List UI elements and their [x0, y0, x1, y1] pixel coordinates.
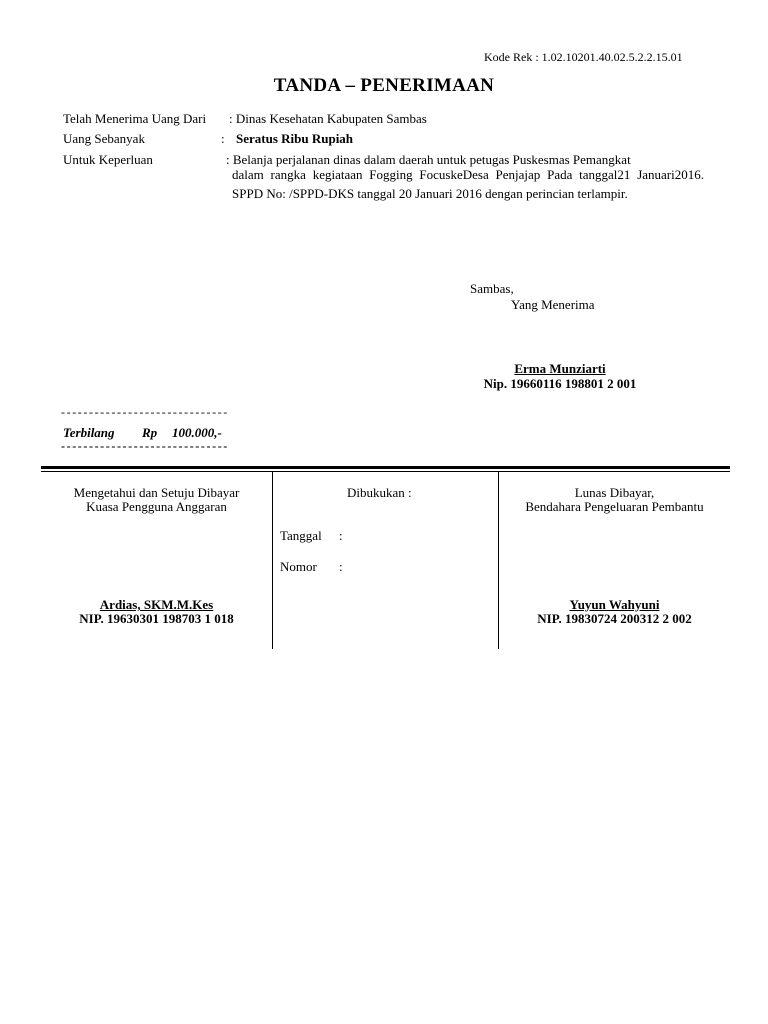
divider-thin — [41, 471, 730, 472]
booked-title: Dibukukan : — [347, 485, 412, 500]
treasurer-name: Yuyun Wahyuni — [569, 597, 660, 612]
document-title: TANDA – PENERIMAAN — [273, 75, 495, 96]
received-from-label: Telah Menerima Uang Dari — [63, 111, 207, 126]
approval-line-2: Kuasa Pengguna Anggaran — [86, 499, 227, 514]
amount-label: Uang Sebanyak — [63, 131, 145, 146]
paid-line-2: Bendahara Pengeluaran Pembantu — [525, 499, 704, 514]
receiver-role: Yang Menerima — [511, 297, 595, 312]
booked-number-label: Nomor — [280, 559, 317, 574]
dash-line-top: ------------------------------ — [61, 405, 229, 419]
received-from-value: : Dinas Kesehatan Kabupaten Sambas — [229, 111, 427, 126]
terbilang-label: Terbilang — [63, 425, 115, 440]
kode-rekening: Kode Rek : 1.02.10201.40.02.5.2.2.15.01 — [484, 50, 683, 64]
receiver-nip: Nip. 19660116 198801 2 001 — [483, 376, 637, 391]
receiver-place: Sambas, — [470, 281, 514, 296]
column-divider-left — [272, 472, 273, 649]
amount-colon: : — [221, 131, 225, 146]
purpose-text: dalam rangka kegiataan Fogging FocuskeDesa Penjajap Pada tanggal21 Januari2016. SPPD No: /SPPD-DKS tanggal 20 Januari 2016 dengan perincian terlampir. — [232, 167, 704, 201]
amount-value: Seratus Ribu Rupiah — [236, 131, 354, 146]
terbilang-currency: Rp — [142, 425, 158, 440]
booked-date-label: Tanggal — [280, 528, 322, 543]
booked-date-colon: : — [339, 528, 343, 543]
divider-thick — [41, 466, 730, 469]
paid-line-1: Lunas Dibayar, — [574, 485, 655, 500]
terbilang-value: 100.000,- — [172, 425, 222, 440]
approver-name: Ardias, SKM.M.Kes — [99, 597, 214, 612]
booked-number-colon: : — [339, 559, 343, 574]
dash-line-bottom: ------------------------------ — [61, 439, 229, 453]
approver-nip: NIP. 19630301 198703 1 018 — [79, 611, 234, 626]
receiver-name: Erma Munziarti — [514, 361, 606, 376]
purpose-line-1: : Belanja perjalanan dinas dalam daerah untuk petugas Puskesmas Pemangkat — [226, 152, 631, 167]
approval-line-1: Mengetahui dan Setuju Dibayar — [73, 485, 240, 500]
purpose-label: Untuk Keperluan — [63, 152, 153, 167]
treasurer-nip: NIP. 19830724 200312 2 002 — [537, 611, 692, 626]
